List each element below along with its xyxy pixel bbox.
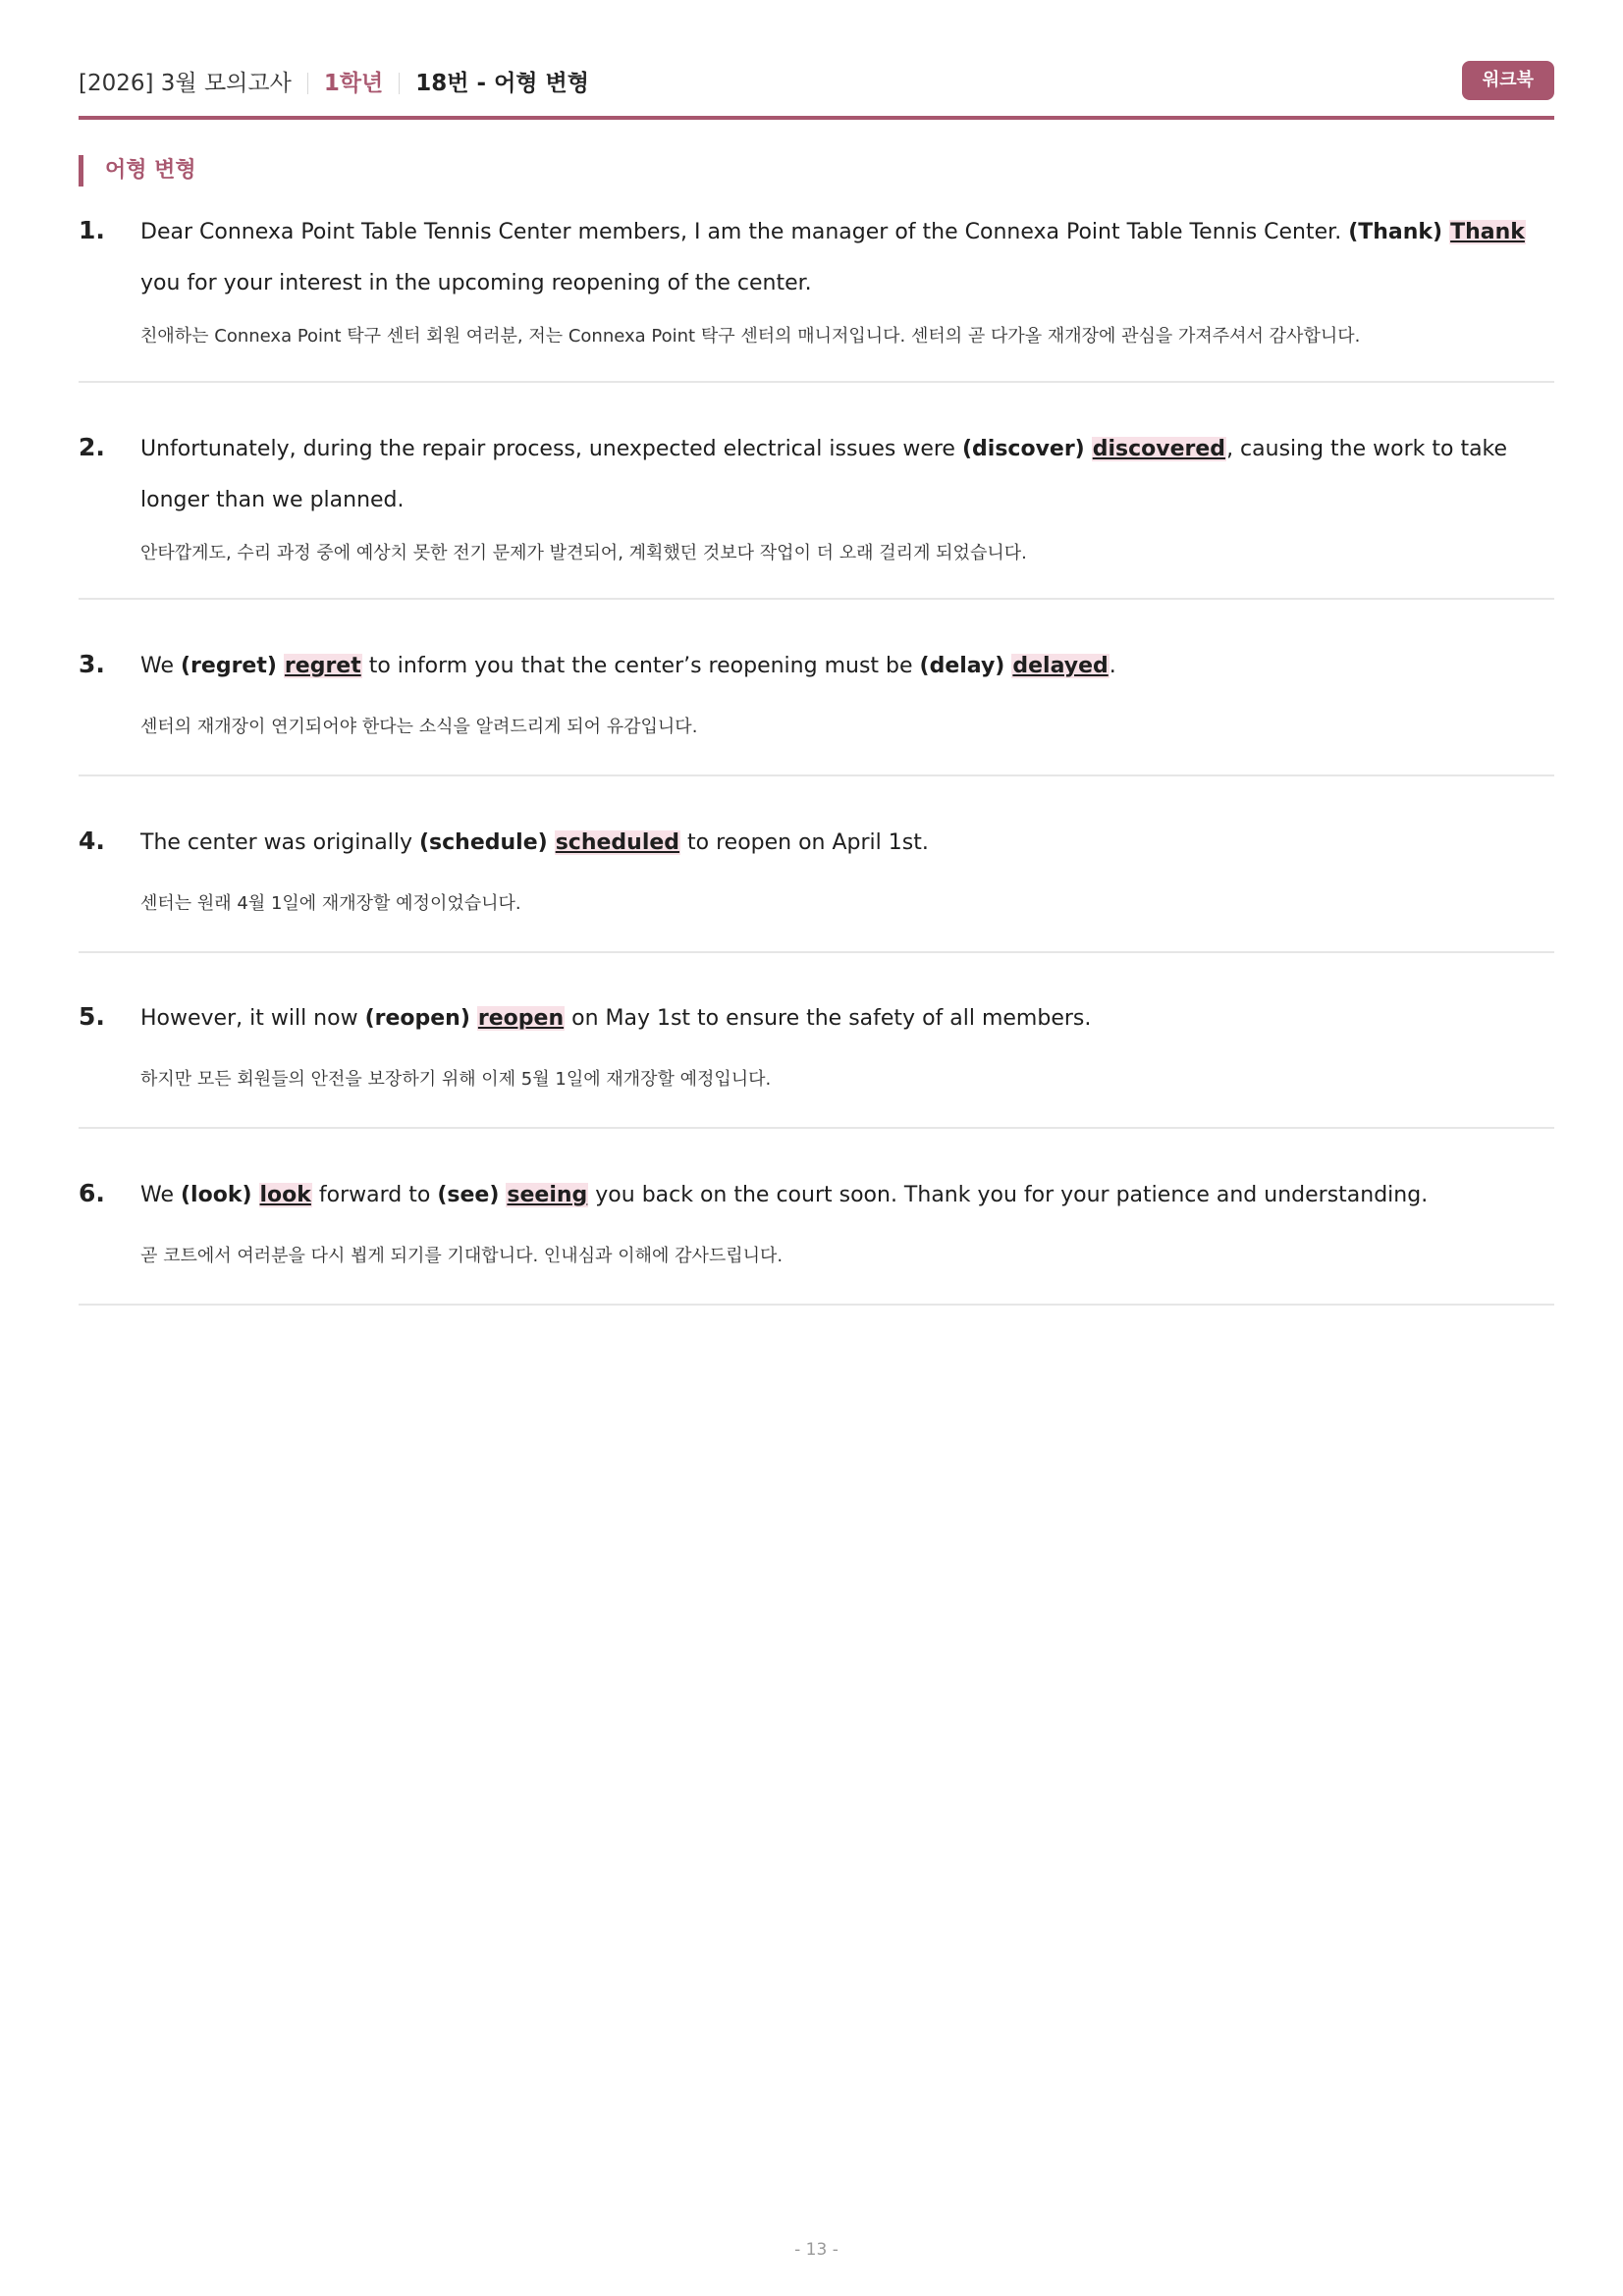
exercise-item-3 bbox=[79, 635, 1554, 776]
header-divider bbox=[399, 73, 400, 94]
verb-hint: (discover) bbox=[961, 437, 1085, 461]
exam-title: [2026] 3월 모의고사 bbox=[79, 71, 292, 96]
sentence-text: forward to bbox=[311, 1183, 438, 1207]
verb-hint: (see) bbox=[437, 1183, 500, 1207]
sentence-text: Unfortunately, during the repair process, unexpected electrical issues were bbox=[140, 437, 962, 461]
verb-hint: (schedule) bbox=[418, 830, 548, 855]
exercise-item-6 bbox=[79, 1164, 1554, 1306]
korean-translation: 센터의 재개장이 연기되어야 한다는 소식을 알려드리게 되어 유감입니다. bbox=[140, 717, 698, 737]
exercise-item-1 bbox=[79, 201, 1554, 383]
verb-hint: (reopen) bbox=[364, 1006, 470, 1031]
korean-translation: 하지만 모든 회원들의 안전을 보장하기 위해 이제 5월 1일에 재개장할 예정입니다. bbox=[140, 1069, 772, 1090]
sentence-text: We bbox=[140, 654, 181, 678]
answer-word: reopen bbox=[477, 1006, 565, 1031]
header-breadcrumb bbox=[79, 69, 589, 98]
item-number: 4. bbox=[79, 827, 105, 855]
english-sentence bbox=[140, 424, 1554, 526]
sentence-text: , causing the work to take longer than we planned. bbox=[140, 437, 1508, 512]
grade-label: 1학년 bbox=[323, 71, 384, 96]
english-sentence bbox=[140, 641, 1554, 692]
page-number: - 13 - bbox=[794, 2240, 839, 2260]
item-number: 5. bbox=[79, 1002, 105, 1031]
korean-translation: 친애하는 Connexa Point 탁구 센터 회원 여러분, 저는 Connexa Point 탁구 센터의 매니저입니다. 센터의 곧 다가올 재개장에 관심을 가져주셔서 감사합니다. bbox=[140, 326, 1361, 347]
korean-translation: 곧 코트에서 여러분을 다시 뵙게 되기를 기대합니다. 인내심과 이해에 감사드립니다. bbox=[140, 1246, 784, 1266]
answer-word: discovered bbox=[1092, 437, 1226, 461]
sentence-text: The center was originally bbox=[140, 830, 419, 855]
answer-word: seeing bbox=[507, 1183, 588, 1207]
sentence-text: to inform you that the center’s reopening must be bbox=[361, 654, 920, 678]
exercise-item-4 bbox=[79, 812, 1554, 953]
verb-hint: (delay) bbox=[919, 654, 1005, 678]
question-title: 18번 - 어형 변형 bbox=[415, 71, 589, 96]
sentence-text: you back on the court soon. Thank you for your patience and understanding. bbox=[588, 1183, 1429, 1207]
item-number: 1. bbox=[79, 216, 105, 244]
header-divider bbox=[307, 73, 308, 94]
english-sentence bbox=[140, 207, 1554, 309]
answer-word: delayed bbox=[1012, 654, 1109, 678]
verb-hint: (look) bbox=[181, 1183, 252, 1207]
page-header bbox=[79, 61, 1554, 106]
exercise-item-5 bbox=[79, 988, 1554, 1129]
workbook-badge: 워크북 bbox=[1462, 61, 1554, 100]
english-sentence bbox=[140, 1170, 1554, 1221]
verb-hint: (Thank) bbox=[1348, 220, 1443, 244]
sentence-text: to reopen on April 1st. bbox=[680, 830, 929, 855]
item-number: 6. bbox=[79, 1179, 105, 1207]
answer-word: regret bbox=[284, 654, 361, 678]
item-number: 2. bbox=[79, 433, 105, 461]
sentence-text: Dear Connexa Point Table Tennis Center members, I am the manager of the Connexa Point Table Tennis Center. bbox=[140, 220, 1349, 244]
answer-word: scheduled bbox=[555, 830, 680, 855]
sentence-text: . bbox=[1109, 654, 1116, 678]
verb-hint: (regret) bbox=[181, 654, 277, 678]
exercise-item-2 bbox=[79, 418, 1554, 600]
sentence-text: on May 1st to ensure the safety of all members. bbox=[565, 1006, 1092, 1031]
sentence-text: However, it will now bbox=[140, 1006, 365, 1031]
sentence-text: We bbox=[140, 1183, 181, 1207]
sentence-text: you for your interest in the upcoming reopening of the center. bbox=[140, 271, 812, 295]
answer-word: look bbox=[259, 1183, 311, 1207]
english-sentence bbox=[140, 818, 1554, 869]
korean-translation: 안타깝게도, 수리 과정 중에 예상치 못한 전기 문제가 발견되어, 계획했던 것보다 작업이 더 오래 걸리게 되었습니다. bbox=[140, 543, 1027, 563]
answer-word: Thank bbox=[1450, 220, 1525, 244]
header-rule bbox=[79, 116, 1554, 120]
english-sentence bbox=[140, 993, 1554, 1044]
korean-translation: 센터는 원래 4월 1일에 재개장할 예정이었습니다. bbox=[140, 893, 521, 914]
item-number: 3. bbox=[79, 650, 105, 678]
workbook-page bbox=[79, 0, 1554, 2296]
section-label: 어형 변형 bbox=[79, 155, 196, 187]
